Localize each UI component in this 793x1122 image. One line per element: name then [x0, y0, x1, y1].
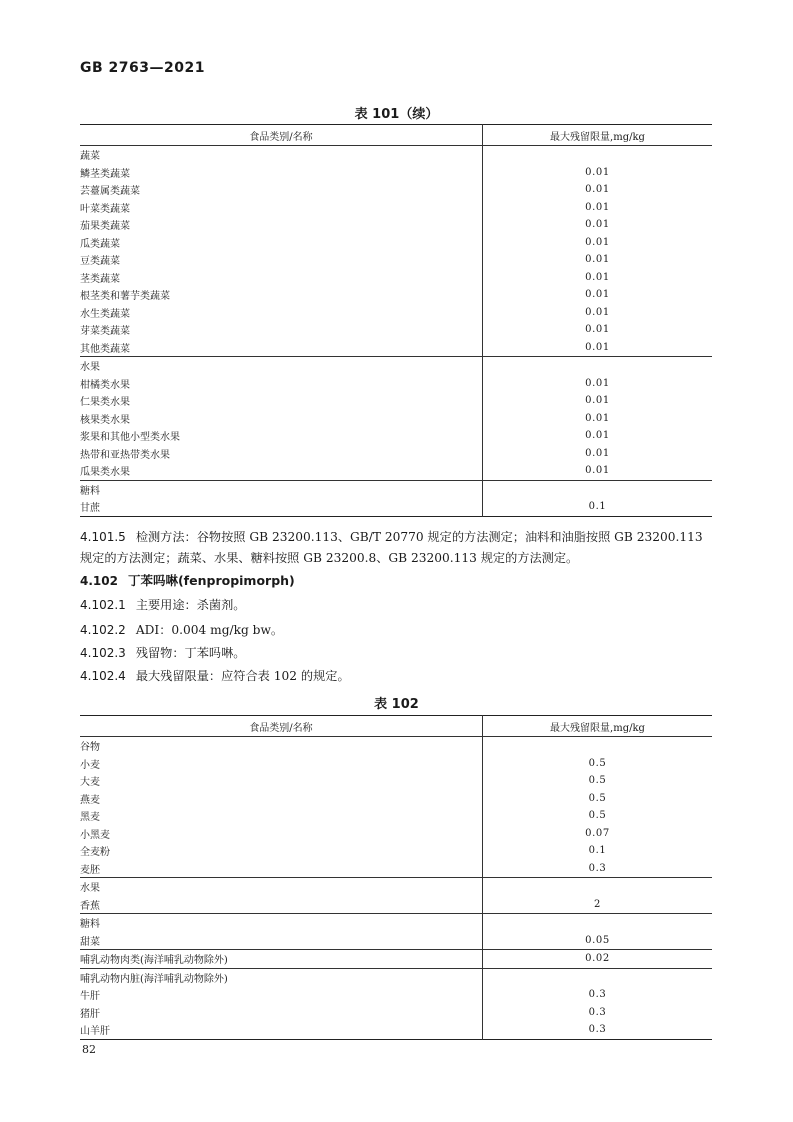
food-category-name: 甜菜	[80, 932, 483, 950]
max-residue-limit	[483, 480, 713, 498]
food-category-name: 哺乳动物肉类(海洋哺乳动物除外)	[80, 950, 483, 969]
max-residue-limit: 0.5	[588, 810, 607, 822]
max-residue-limit	[483, 968, 713, 986]
max-residue-limit: 0.01	[585, 166, 610, 178]
table-101-title: 表 101（续）	[354, 107, 439, 122]
food-category-name: 燕麦	[80, 790, 483, 808]
table-row	[80, 842, 712, 860]
table-row	[80, 445, 712, 463]
table-row	[80, 304, 712, 322]
food-category-name: 糖料	[80, 480, 483, 498]
food-category-name: 根茎类和薯芋类蔬菜	[80, 286, 483, 304]
max-residue-limit: 0.5	[588, 792, 607, 804]
food-category-name: 芽菜类蔬菜	[80, 321, 483, 339]
max-residue-limit: 0.3	[588, 1006, 607, 1018]
food-category-name: 蔬菜	[80, 146, 483, 164]
table-row	[80, 986, 712, 1004]
table-row	[80, 216, 712, 234]
max-residue-limit	[483, 146, 713, 164]
max-residue-limit: 0.01	[585, 254, 610, 266]
max-residue-limit: 0.3	[588, 1024, 607, 1036]
max-residue-limit: 0.01	[585, 236, 610, 248]
paragraph-4-102-3	[80, 643, 716, 664]
max-residue-limit: 0.05	[585, 934, 610, 946]
food-category-name: 水果	[80, 357, 483, 375]
clause-number: 4.102	[80, 574, 118, 588]
heading-4-102	[80, 570, 716, 592]
max-residue-limit: 0.5	[588, 757, 607, 769]
food-category-name: 谷物	[80, 737, 483, 755]
food-category-name: 全麦粉	[80, 842, 483, 860]
max-residue-limit	[483, 914, 713, 932]
clause-text: 主要用途：杀菌剂。	[135, 598, 246, 612]
table-row	[80, 269, 712, 287]
table-row	[80, 392, 712, 410]
food-category-name: 浆果和其他小型类水果	[80, 427, 483, 445]
max-residue-limit: 0.01	[585, 184, 610, 196]
food-category-name: 大麦	[80, 772, 483, 790]
table-row	[80, 790, 712, 808]
food-category-name: 热带和亚热带类水果	[80, 445, 483, 463]
food-category-name: 小黑麦	[80, 825, 483, 843]
page-number: 82	[82, 1043, 96, 1056]
max-residue-limit: 0.01	[585, 271, 610, 283]
clause-number: 4.101.5	[80, 530, 126, 544]
column-header-limit: 最大残留限量,mg/kg	[483, 125, 713, 146]
max-residue-limit: 0.01	[585, 395, 610, 407]
food-category-name: 瓜果类水果	[80, 462, 483, 480]
table-row	[80, 480, 712, 498]
paragraph-4-102-1	[80, 595, 716, 616]
table-row	[80, 968, 712, 986]
max-residue-limit: 2	[594, 898, 601, 910]
table-102-title: 表 102	[374, 697, 419, 712]
table-row	[80, 199, 712, 217]
clause-title: 丁苯吗啉(fenpropimorph)	[127, 573, 295, 588]
clause-number: 4.102.1	[80, 598, 126, 612]
table-row	[80, 164, 712, 182]
food-category-name: 豆类蔬菜	[80, 251, 483, 269]
column-header-name: 食品类别/名称	[80, 716, 483, 737]
food-category-name: 芸薹属类蔬菜	[80, 181, 483, 199]
max-residue-limit	[483, 737, 713, 755]
food-category-name: 柑橘类水果	[80, 375, 483, 393]
table-row	[80, 1004, 712, 1022]
table-row	[80, 1021, 712, 1039]
food-category-name: 核果类水果	[80, 410, 483, 428]
table-row	[80, 462, 712, 480]
table-row	[80, 807, 712, 825]
max-residue-limit: 0.01	[585, 430, 610, 442]
table-row	[80, 878, 712, 896]
table-row	[80, 755, 712, 773]
table-102	[80, 715, 712, 1040]
max-residue-limit	[483, 357, 713, 375]
food-category-name: 瓜类蔬菜	[80, 234, 483, 252]
max-residue-limit: 0.02	[483, 950, 713, 969]
table-row	[80, 914, 712, 932]
clause-text: 残留物：丁苯吗啉。	[135, 646, 246, 660]
clause-text: 最大残留限量：应符合表 102 的规定。	[135, 669, 350, 683]
max-residue-limit: 0.1	[588, 501, 607, 513]
table-row	[80, 950, 712, 969]
max-residue-limit: 0.3	[588, 989, 607, 1001]
food-category-name: 仁果类水果	[80, 392, 483, 410]
table-row	[80, 410, 712, 428]
table-row	[80, 896, 712, 914]
max-residue-limit: 0.01	[585, 447, 610, 459]
max-residue-limit: 0.01	[585, 219, 610, 231]
max-residue-limit	[483, 878, 713, 896]
clause-number: 4.102.4	[80, 669, 126, 683]
max-residue-limit: 0.3	[588, 862, 607, 874]
table-row	[80, 339, 712, 357]
max-residue-limit: 0.01	[585, 324, 610, 336]
food-category-name: 鳞茎类蔬菜	[80, 164, 483, 182]
max-residue-limit: 0.01	[585, 341, 610, 353]
table-row	[80, 860, 712, 878]
table-row	[80, 286, 712, 304]
food-category-name: 麦胚	[80, 860, 483, 878]
max-residue-limit: 0.01	[585, 377, 610, 389]
table-row	[80, 234, 712, 252]
max-residue-limit: 0.01	[585, 289, 610, 301]
food-category-name: 黑麦	[80, 807, 483, 825]
food-category-name: 牛肝	[80, 986, 483, 1004]
standard-code: GB 2763—2021	[80, 60, 205, 76]
max-residue-limit: 0.01	[585, 465, 610, 477]
max-residue-limit: 0.07	[585, 827, 610, 839]
table-row	[80, 498, 712, 516]
table-row	[80, 375, 712, 393]
food-category-name: 山羊肝	[80, 1021, 483, 1039]
table-row	[80, 772, 712, 790]
food-category-name: 香蕉	[80, 896, 483, 914]
clause-number: 4.102.2	[80, 623, 126, 637]
food-category-name: 哺乳动物内脏(海洋哺乳动物除外)	[80, 968, 483, 986]
food-category-name: 水生类蔬菜	[80, 304, 483, 322]
clause-text: ADI：0.004 mg/kg bw。	[135, 623, 284, 637]
food-category-name: 茄果类蔬菜	[80, 216, 483, 234]
paragraph-4-102-4	[80, 666, 716, 687]
max-residue-limit: 0.5	[588, 775, 607, 787]
max-residue-limit: 0.01	[585, 412, 610, 424]
paragraph-4-101-5	[80, 527, 716, 569]
food-category-name: 糖料	[80, 914, 483, 932]
food-category-name: 小麦	[80, 755, 483, 773]
table-row	[80, 357, 712, 375]
food-category-name: 茎类蔬菜	[80, 269, 483, 287]
table-row	[80, 321, 712, 339]
column-header-name: 食品类别/名称	[80, 125, 483, 146]
max-residue-limit: 0.01	[585, 306, 610, 318]
food-category-name: 其他类蔬菜	[80, 339, 483, 357]
table-101	[80, 124, 712, 517]
food-category-name: 甘蔗	[80, 498, 483, 516]
paragraph-4-102-2	[80, 620, 716, 641]
table-row	[80, 825, 712, 843]
food-category-name: 叶菜类蔬菜	[80, 199, 483, 217]
food-category-name: 水果	[80, 878, 483, 896]
max-residue-limit: 0.01	[585, 201, 610, 213]
clause-text: 检测方法：谷物按照 GB 23200.113、GB/T 20770 规定的方法测定；油料和油脂按照 GB 23200.113 规定的方法测定；蔬菜、水果、糖料按照 GB 23200.8、GB 23200.113 规定的方法测定。	[80, 530, 703, 565]
food-category-name: 猪肝	[80, 1004, 483, 1022]
table-row	[80, 146, 712, 164]
table-row	[80, 932, 712, 950]
clause-number: 4.102.3	[80, 646, 126, 660]
table-row	[80, 251, 712, 269]
column-header-limit: 最大残留限量,mg/kg	[483, 716, 713, 737]
table-row	[80, 427, 712, 445]
max-residue-limit: 0.1	[588, 845, 607, 857]
table-row	[80, 181, 712, 199]
table-row	[80, 737, 712, 755]
